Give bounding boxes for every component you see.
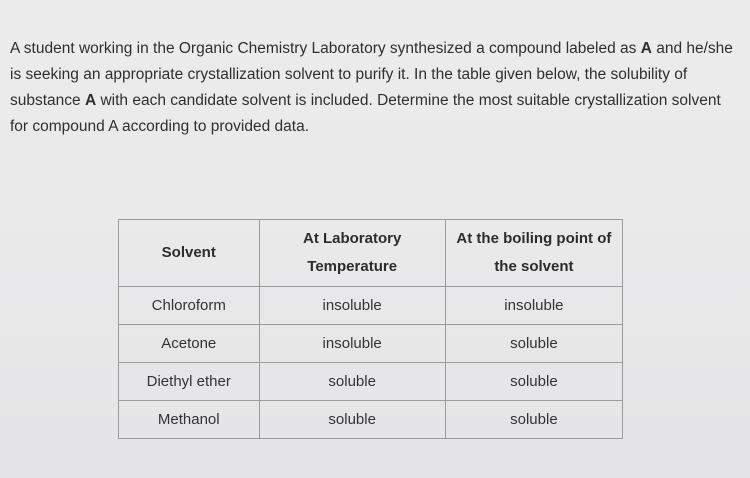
cell-solvent: Chloroform [119, 287, 260, 325]
cell-boil: soluble [445, 325, 622, 363]
table-row [119, 325, 623, 363]
cell-boil: soluble [445, 363, 622, 401]
cell-lab: insoluble [259, 325, 445, 363]
table-row [119, 363, 623, 401]
table-row [119, 401, 623, 439]
cell-solvent: Methanol [119, 401, 260, 439]
question-paragraph [10, 36, 738, 140]
question-part-2: and he/she is seeking an appropriate crystallization solvent to purify it. In the table given below, the solubility of substance [10, 40, 733, 109]
question-text [10, 36, 738, 140]
question-part-1: A student working in the Organic Chemistry Laboratory synthesized a compound labeled as [10, 40, 641, 57]
cell-solvent: Acetone [119, 325, 260, 363]
cell-lab: soluble [259, 363, 445, 401]
cell-lab: soluble [259, 401, 445, 439]
table-header-row [119, 220, 623, 287]
header-solvent: Solvent [119, 220, 260, 287]
compound-label: A [84, 92, 97, 109]
cell-boil: soluble [445, 401, 622, 439]
cell-boil: insoluble [445, 287, 622, 325]
cell-lab: insoluble [259, 287, 445, 325]
solubility-table [118, 219, 623, 439]
header-lab-temperature: At Laboratory Temperature [259, 220, 445, 287]
header-boiling-point: At the boiling point of the solvent [445, 220, 622, 287]
compound-label: A [640, 40, 652, 57]
question-part-3: with each candidate solvent is included. Determine the most suitable crystallization solvent for compound A according to provided data. [10, 92, 721, 135]
cell-solvent: Diethyl ether [119, 363, 260, 401]
table-row [119, 287, 623, 325]
